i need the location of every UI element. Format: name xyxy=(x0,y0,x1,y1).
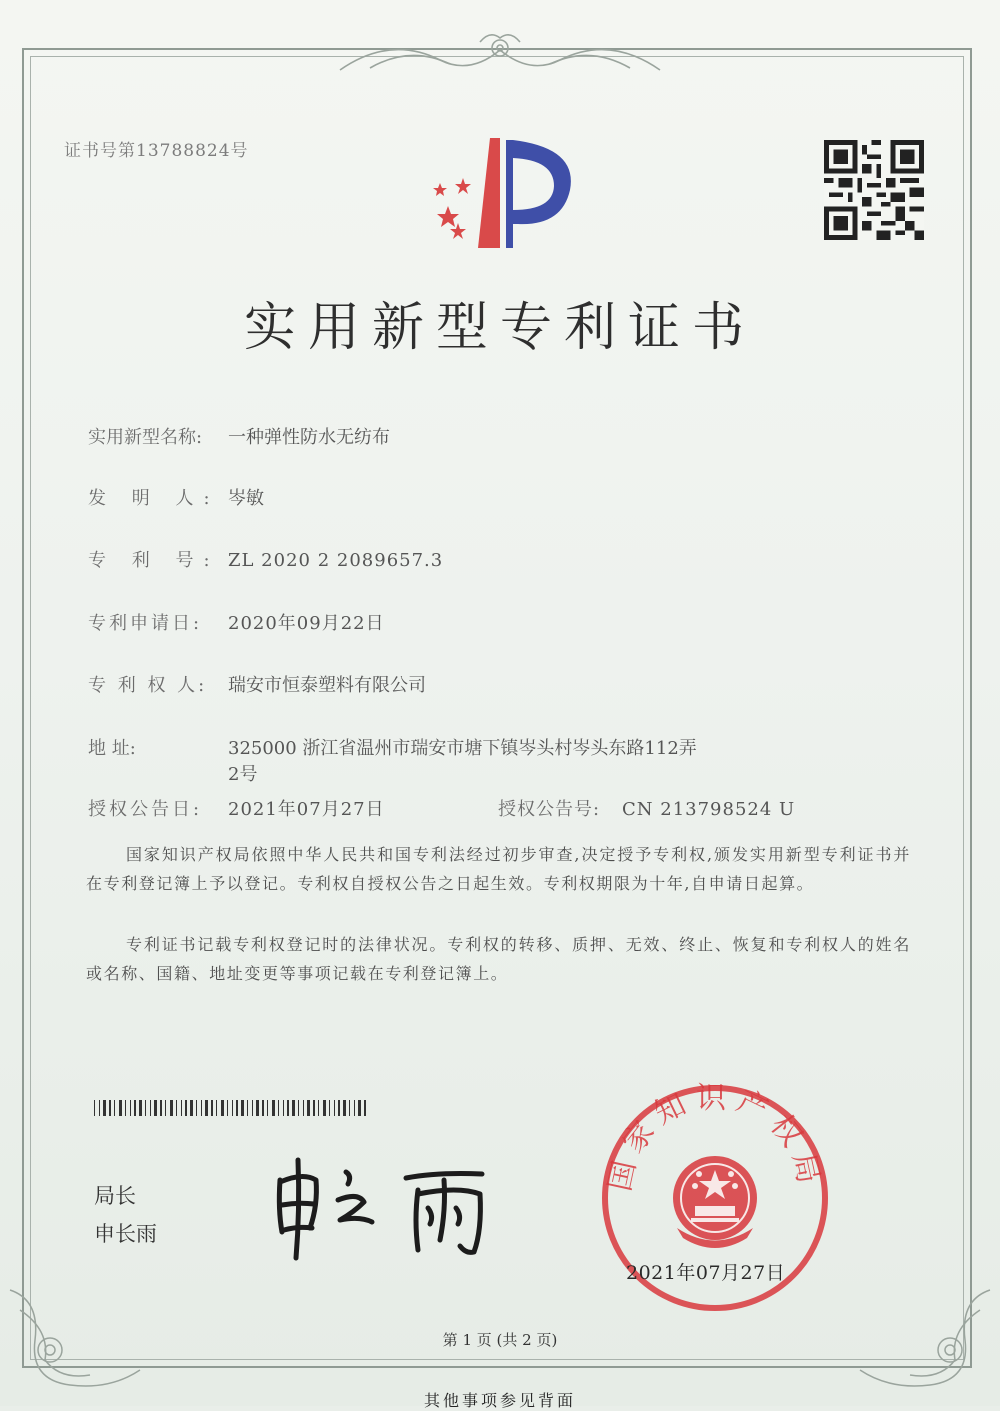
barcode-bar xyxy=(99,1100,100,1116)
patent-logo-icon xyxy=(418,128,583,253)
barcode-bar xyxy=(318,1100,319,1116)
barcode-bar xyxy=(103,1100,106,1116)
field-filing-date xyxy=(88,609,385,635)
barcode-bar xyxy=(236,1100,238,1116)
field-utility-model-name xyxy=(88,423,390,449)
barcode-bar xyxy=(94,1100,95,1116)
seal-date: 2021年07月27日 xyxy=(626,1262,786,1284)
field-value: 325000 浙江省温州市瑞安市塘下镇岑头村岑头东路112弄 xyxy=(228,738,697,759)
barcode-bar xyxy=(109,1100,111,1116)
field-label: 实用新型名称: xyxy=(88,427,203,448)
field-value: 2号 xyxy=(228,764,258,785)
signature-icon xyxy=(268,1150,508,1265)
barcode-bar xyxy=(232,1100,233,1116)
barcode-bar xyxy=(364,1100,366,1116)
field-address-line2 xyxy=(228,760,257,786)
barcode-bar xyxy=(130,1100,131,1116)
barcode-bar xyxy=(154,1100,157,1116)
barcode-bar xyxy=(267,1100,268,1116)
field-patent-number xyxy=(88,546,443,572)
barcode-bar xyxy=(283,1100,284,1116)
legal-paragraph-2: 专利证书记载专利权登记时的法律状况。专利权的转移、质押、无效、终止、恢复和专利权人的姓名或名称、国籍、地址变更等事项记载在专利登记簿上。 xyxy=(86,935,911,983)
barcode-bar xyxy=(150,1100,151,1116)
field-label: 专利申请日: xyxy=(88,613,203,634)
field-label: 授权公告号: xyxy=(498,799,601,820)
barcode-bar xyxy=(201,1100,202,1116)
qr-code-icon xyxy=(822,140,926,240)
field-value: 2020年09月22日 xyxy=(228,613,385,634)
field-value: 一种弹性防水无纺布 xyxy=(228,427,390,448)
barcode-bar xyxy=(125,1100,126,1116)
barcode-bar xyxy=(114,1100,115,1116)
top-ornament-icon xyxy=(330,30,670,80)
barcode-bar xyxy=(134,1100,136,1116)
barcode-bar xyxy=(227,1100,228,1116)
barcode-bar xyxy=(176,1100,177,1116)
field-patentee xyxy=(88,671,426,697)
barcode-bar xyxy=(216,1100,217,1116)
field-label: 专 利 权 人: xyxy=(88,675,208,696)
barcode-bar xyxy=(272,1100,275,1116)
barcode-bar xyxy=(358,1100,361,1116)
barcode-bar xyxy=(145,1100,146,1116)
barcode-bar xyxy=(329,1100,330,1116)
footer-note: 其他事项参见背面 xyxy=(423,1391,576,1410)
field-grant-number xyxy=(498,795,795,821)
barcode-bar xyxy=(354,1100,355,1116)
barcode-bar xyxy=(165,1100,166,1116)
barcode-icon xyxy=(94,1100,368,1116)
barcode-bar xyxy=(252,1100,253,1116)
field-value: CN 213798524 U xyxy=(622,799,796,820)
barcode-bar xyxy=(256,1100,259,1116)
barcode-bar xyxy=(241,1100,244,1116)
legal-paragraph-1: 国家知识产权局依照中华人民共和国专利法经过初步审查,决定授予专利权,颁发实用新型专利证书并在专利登记簿上予以登记。专利权自授权公告之日起生效。专利权期限为十年,自申请日起算。 xyxy=(86,845,911,893)
barcode-bar xyxy=(190,1100,193,1116)
barcode-bar xyxy=(247,1100,248,1116)
barcode-bar xyxy=(160,1100,162,1116)
barcode-bar xyxy=(196,1100,197,1116)
barcode-bar xyxy=(334,1100,335,1116)
director-title: 局长 xyxy=(94,1184,136,1208)
field-inventor xyxy=(88,484,264,510)
field-grant-date xyxy=(88,795,385,821)
certificate-number: 证书号第13788824号 xyxy=(64,141,249,161)
field-value: ZL 2020 2 2089657.3 xyxy=(228,550,444,571)
barcode-bar xyxy=(287,1100,289,1116)
page-indicator: 第 1 页 (共 2 页) xyxy=(442,1331,558,1349)
field-value: 岑敏 xyxy=(228,488,264,509)
field-value: 瑞安市恒泰塑料有限公司 xyxy=(228,675,426,696)
barcode-bar xyxy=(278,1100,279,1116)
barcode-bar xyxy=(307,1100,310,1116)
svg-text:国家知识产权局: 国家知识产权局 xyxy=(602,1080,828,1195)
director-name: 申长雨 xyxy=(94,1222,157,1246)
barcode-bar xyxy=(139,1100,142,1116)
barcode-bar xyxy=(338,1100,340,1116)
barcode-bar xyxy=(343,1100,346,1116)
field-value: 2021年07月27日 xyxy=(228,799,385,820)
field-label: 地 址: xyxy=(88,738,136,759)
barcode-bar xyxy=(211,1100,213,1116)
barcode-bar xyxy=(119,1100,122,1116)
barcode-bar xyxy=(303,1100,304,1116)
barcode-bar xyxy=(262,1100,264,1116)
field-label: 专 利 号: xyxy=(88,550,220,571)
field-label: 发 明 人: xyxy=(88,488,220,509)
barcode-bar xyxy=(298,1100,299,1116)
barcode-bar xyxy=(349,1100,350,1116)
barcode-bar xyxy=(292,1100,295,1116)
field-address xyxy=(88,734,697,760)
barcode-bar xyxy=(205,1100,208,1116)
barcode-bar xyxy=(323,1100,326,1116)
certificate-title: 实用新型专利证书 xyxy=(243,298,756,358)
barcode-bar xyxy=(181,1100,182,1116)
field-label: 授权公告日: xyxy=(88,799,203,820)
barcode-bar xyxy=(221,1100,224,1116)
barcode-bar xyxy=(170,1100,173,1116)
barcode-bar xyxy=(313,1100,315,1116)
barcode-bar xyxy=(185,1100,187,1116)
